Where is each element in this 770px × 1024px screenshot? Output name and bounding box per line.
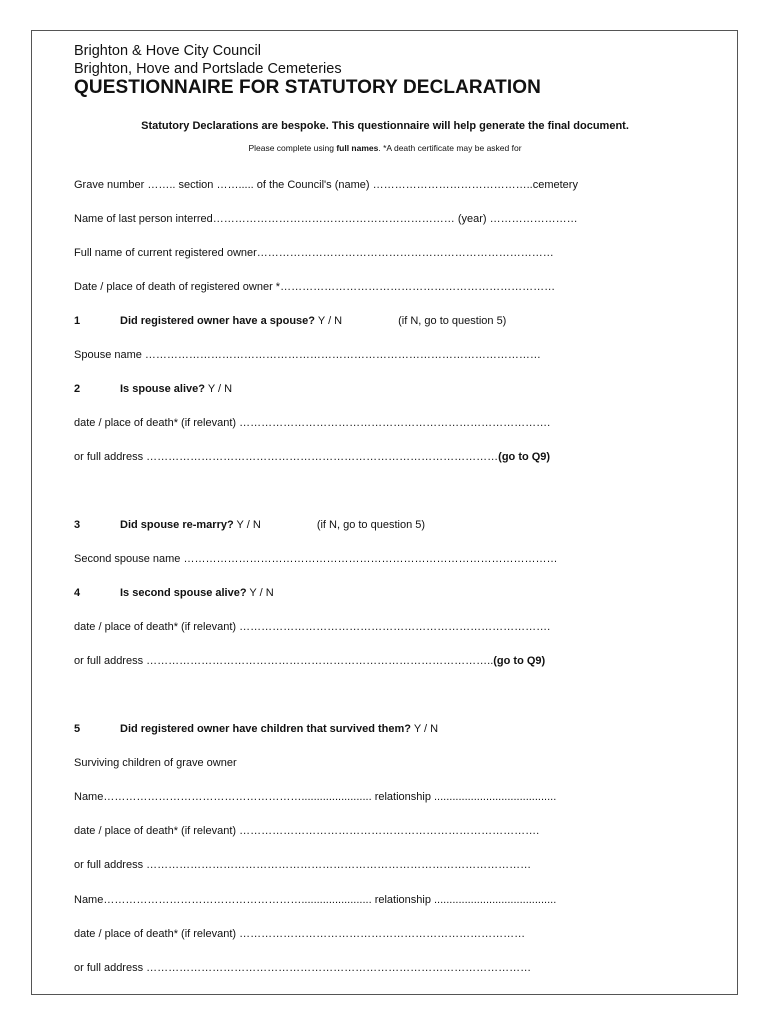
children-label: Surviving children of grave owner — [74, 757, 237, 769]
question-number: 5 — [74, 723, 81, 735]
child-1-address-field[interactable]: or full address …………………………………………………………………………………………… — [74, 859, 532, 871]
second-spouse-death-field[interactable]: date / place of death* (if relevant) …………………………………………………………………………. — [74, 621, 551, 633]
second-spouse-address-field[interactable] — [74, 654, 545, 668]
question-text: Is second spouse alive? — [120, 587, 247, 599]
yes-no-choice[interactable]: Y / N — [204, 383, 233, 395]
spouse-address-field[interactable] — [74, 450, 550, 464]
last-interred-field[interactable]: Name of last person interred………………………………………………………… (year) …………………… — [74, 213, 578, 225]
child-2-address-field[interactable]: or full address …………………………………………………………………………………………… — [74, 962, 532, 974]
spouse-name-field[interactable]: Spouse name ……………………………………………………………………………………………… — [74, 349, 541, 361]
question-text: Did spouse re-marry? — [120, 519, 234, 531]
child-1-name-field[interactable]: Name………………………………………………....................... relationship ........................................ — [74, 791, 557, 803]
question-note: (if N, go to question 5) — [316, 519, 426, 531]
yes-no-choice[interactable]: Y / N — [246, 587, 274, 599]
question-number: 4 — [74, 587, 81, 599]
question-number: 2 — [74, 383, 81, 395]
owner-death-field[interactable]: Date / place of death of registered owner *………………………………………………………………… — [74, 281, 556, 293]
department-name: Brighton, Hove and Portslade Cemeteries — [74, 61, 342, 77]
question-number: 1 — [74, 315, 81, 327]
question-number: 3 — [74, 519, 81, 531]
child-2-name-field[interactable]: Name………………………………………………....................... relationship ........................................ — [74, 894, 557, 906]
question-note: (if N, go to question 5) — [398, 315, 507, 327]
intro-note-bold: full names — [336, 143, 379, 153]
grave-number-field[interactable]: Grave number …….. section ……..... of the Council's (name) ……………………………………..cemetery — [74, 179, 578, 191]
question-text: Did registered owner have a spouse? — [120, 315, 316, 327]
goto-q9-label: (go to Q9) — [493, 655, 546, 667]
question-text: Is spouse alive? — [120, 383, 205, 395]
question-1 — [74, 314, 506, 328]
yes-no-choice[interactable]: Y / N — [410, 723, 439, 735]
second-spouse-name-field[interactable]: Second spouse name ………………………………………………………………………………………… — [74, 553, 558, 565]
document-title: QUESTIONNAIRE FOR STATUTORY DECLARATION — [74, 77, 541, 98]
question-text: Did registered owner have children that survived them? — [120, 723, 411, 735]
spouse-death-field[interactable]: date / place of death* (if relevant) …………………………………………………………………………. — [74, 417, 551, 429]
org-name: Brighton & Hove City Council — [74, 43, 261, 59]
intro-note-prefix: Please complete using — [248, 143, 337, 153]
question-2 — [74, 382, 232, 396]
address-dots: or full address …………………………………………………………………………………… — [74, 451, 499, 463]
intro-note — [0, 141, 770, 155]
intro-text: Statutory Declarations are bespoke. This questionnaire will help generate the final document. — [141, 120, 629, 132]
page-border — [31, 30, 738, 995]
current-owner-field[interactable]: Full name of current registered owner……………………………………………………………………… — [74, 247, 554, 259]
yes-no-choice[interactable]: Y / N — [315, 315, 343, 327]
address-dots: or full address ………………………………………………………………………………….. — [74, 655, 494, 667]
child-1-death-field[interactable]: date / place of death* (if relevant) ………………………………………………………………………. — [74, 825, 540, 837]
intro-note-suffix: . *A death certificate may be asked for — [378, 143, 522, 153]
child-2-death-field[interactable]: date / place of death* (if relevant) …………………………………………………………………… — [74, 928, 526, 940]
question-5 — [74, 722, 438, 736]
goto-q9-label: (go to Q9) — [498, 451, 551, 463]
question-3 — [74, 518, 425, 532]
yes-no-choice[interactable]: Y / N — [233, 519, 261, 531]
question-4 — [74, 586, 274, 600]
